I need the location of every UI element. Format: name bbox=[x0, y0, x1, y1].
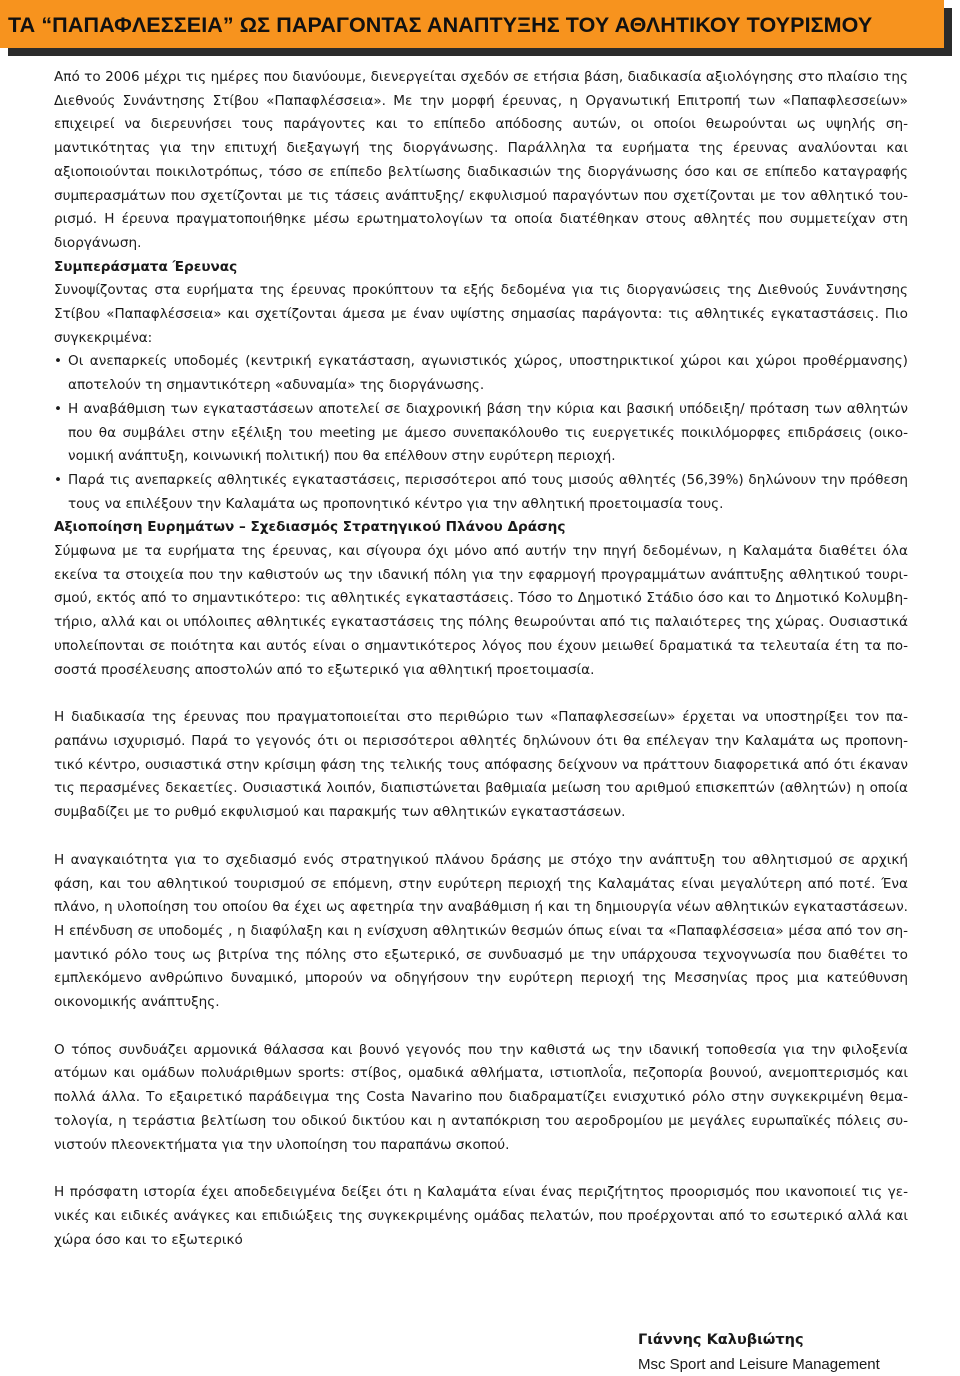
title-header bbox=[0, 0, 952, 60]
author-name: Γιάννης Καλυβιώτης bbox=[638, 1332, 804, 1348]
strategy-paragraph: Σύμφωνα με τα ευρήματα της έρευνας, και σίγουρα όχι μόνο από αυτήν την πηγή δεδομένων, η Καλαμάτα διαθέτει όλα εκείνα τα στοιχεία που την καθιστούν ως την ιδανική πόλη για την εφαρμογή προγραμμάτων ανάπτυξης αθλητικού τουρισμού, εκτός από το σημαντικότερο: τις αθλητικές εγκαταστάσεις. Τόσο το Δημοτικό Στάδιο όσο και το Δημοτικό Κολυμβητήριο, αλλά και οι υπόλοιπες αθλητικές εγκαταστάσεις της πόλης θεωρούνται από τις παλαιότερες της χώρας. Ουσιαστικά υπολείπονται σε ποιότητα και αυτός είναι ο σημαντικότερος λόγος που έχουν μειωθεί δραματικά τα τελευταία έτη τα ποσοστά προσέλευσης αποστολών από το εξωτερικό για αθλητική προετοιμασία. bbox=[54, 543, 908, 678]
author-signature bbox=[638, 1329, 880, 1376]
strategy-paragraph: Η διαδικασία της έρευνας που πραγματοποιείται στο περιθώριο των «Παπαφλεσσείων» έρχεται να υποστηρίξει τον παραπάνω ισχυρισμό. Παρά το γεγονός ότι οι περισσότεροι αθλητές δηλώνουν ότι θα επέλεγαν την Καλαμάτα ως προπονητικό κέντρο, ουσιαστικά στην κρίσιμη φάση της τελικής τους απόφασης δείχνουν να πράττουν διαφορετικά από ότι έκαναν τις περασμένες δεκαετίες. Ουσιαστικά λοιπόν, διαπιστώνεται βαθμιαία μείωση του αριθμού επισκεπτών (αθλητών) η οποία συμβαδίζει με το ρυθμό εκφυλισμού και παρακμής των αθλητικών εγκαταστάσεων. bbox=[54, 709, 908, 821]
list-item: • Παρά τις ανεπαρκείς αθλητικές εγκαταστάσεις, περισσότεροι από τους μισούς αθλητές (56,39%) δηλώνουν την πρόθεση τους να επιλέξουν την Καλαμάτα ως προπονητικό κέντρο για την αθλητική προετοιμασία τους. bbox=[54, 469, 908, 516]
findings-paragraph: Συνοψίζοντας στα ευρήματα της έρευνας προκύπτουν τα εξής δεδομένα για τις διοργανώσεις της Διεθνούς Συνάντησης Στίβου «Παπαφλέσσεια» και σχετίζονται άμεσα με έναν υψίστης σημασίας παράγοντα: τις αθλητικές εγκαταστάσεις. Πιο συγκεκριμένα: bbox=[54, 282, 908, 346]
author-role: Msc Sport and Leisure Management bbox=[638, 1355, 880, 1373]
findings-bullet-list bbox=[54, 350, 908, 516]
section-heading-strategy: Αξιοποίηση Ευρημάτων – Σχεδιασμός Στρατηγικού Πλάνου Δράσης bbox=[54, 519, 566, 536]
list-item: • Οι ανεπαρκείς υποδομές (κεντρική εγκατάσταση, αγωνιστικός χώρος, υποστηρικτικοί χώροι και χώροι προθέρμανσης) αποτελούν τη σημαντικότερη «αδυναμία» της διοργάνωσης. bbox=[54, 350, 908, 397]
strategy-paragraph: Η αναγκαιότητα για το σχεδιασμό ενός στρατηγικού πλάνου δράσης με στόχο την ανάπτυξη του αθλητισμού σε αρχική φάση, και του αθλητικού τουρισμού σε επόμενη, στην ευρύτερη περιοχή της Καλαμάτας είναι μεγαλύτερη από ποτέ. Ένα πλάνο, η υλοποίηση του οποίου θα έχει ως αφετηρία την αναβάθμιση ή και τη δημιουργία νέων αθλητικών εγκαταστάσεων. Η επένδυση σε υποδομές , η διαφύλαξη και η ενίσχυση αθλητικών θεσμών όπως είναι τα «Παπαφλέσσεια» μέσα από τον σημαντικό ρόλο τους ως βιτρίνα της πόλης στο εξωτερικό, σε συνδυασμό με την υπάρχουσα τεχνογνωσία που διαθέτει το εμπλεκόμενο ανθρώπινο δυναμικό, μπορούν να οδηγήσουν την ευρύτερη περιοχή της Μεσσηνίας προς μια κατεύθυνση οικονομικής ανάπτυξης. bbox=[54, 851, 908, 1011]
intro-paragraph: Από το 2006 μέχρι τις ημέρες που διανύουμε, διενεργείται σχεδόν σε ετήσια βάση, διαδικασία αξιολόγησης στο πλαίσιο της Διεθνούς Συνάντησης Στίβου «Παπαφλέσσεια». Με την μορφή έρευνας, η Οργανωτική Επιτροπή των «Παπαφλεσσείων» επιχειρεί να διερευνήσει τους παράγοντες και το επίπεδο απόδοσης αυτών, οι οποίοι θεωρούνται ως υψηλής σημαντικότητας για την επιτυχή διεξαγωγή της διοργάνωσης. Παράλληλα τα ευρήματα της έρευνας αναλύονται και αξιοποιούνται ποικιλοτρόπως, τόσο σε επίπεδο βελτίωσης διαδικασιών της διοργάνωσης όσο και σε επίπεδο καταγραφής συμπερασμάτων που σχετίζονται με τις τάσεις ανάπτυξης/ εκφυλισμού παραγόντων που σχετίζονται με τον αθλητικό τουρισμό. Η έρευνα πραγματοποιήθηκε μέσω ερωτηματολογίων τα οποία διατέθηκαν στους αθλητές που συμμετείχαν στη διοργάνωση. bbox=[54, 69, 908, 251]
page-title: ΤΑ “ΠΑΠΑΦΛΕΣΣΕΙΑ” ΩΣ ΠΑΡΑΓΟΝΤΑΣ ΑΝΑΠΤΥΞΗΣ ΤΟΥ ΑΘΛΗΤΙΚΟΥ ΤΟΥΡΙΣΜΟΥ bbox=[8, 13, 873, 37]
title-bar bbox=[0, 0, 944, 48]
strategy-paragraph: Η πρόσφατη ιστορία έχει αποδεδειγμένα δείξει ότι η Καλαμάτα είναι ένας περιζήτητος προορισμός που ικανοποιεί τις γενικές και ειδικές ανάγκες και επιδιώξεις της συγκεκριμένης ομάδας πελατών, που προέρχονται από το εσωτερικό αλλά και χώρα όσο και το εξωτερικό bbox=[54, 1184, 908, 1248]
list-item: • Η αναβάθμιση των εγκαταστάσεων αποτελεί σε διαχρονική βάση την κύρια και βασική υπόδειξη/ πρόταση των αθλητών που θα συμβάλει στην εξέλιξη του meeting με άμεσο συνεπακόλουθο τις ευεργετικές ποικιλόμορφες επιδράσεις (οικονομική ανάπτυξη, κοινωνική πολιτική) που θα επέλθουν στην ευρύτερη περιοχή. bbox=[54, 398, 908, 469]
section-heading-findings: Συμπεράσματα Έρευνας bbox=[54, 258, 238, 275]
strategy-paragraph: Ο τόπος συνδυάζει αρμονικά θάλασσα και βουνό γεγονός που την καθιστά ως την ιδανική τοποθεσία για την φιλοξενία ατόμων και ομάδων πολυάριθμων sports: στίβος, ομαδικά αθλήματα, ιστιοπλοΐα, πεζοπορία βουνού, ανεμοπτερισμός και πολλά άλλα. Το εξαιρετικό παράδειγμα της Costa Navarino που διαδραματίζει ενισχυτικό ρόλο στην συγκεκριμένη θεματολογία, η τεράστια βελτίωση του οδικού δικτύου και η ανταπόκριση του αεροδρομίου με μεγάλες ευρωπαϊκές πόλεις συνιστούν πλεονεκτήματα για την υλοποίηση του παραπάνω σκοπού. bbox=[54, 1041, 908, 1153]
article-body bbox=[54, 66, 908, 1252]
